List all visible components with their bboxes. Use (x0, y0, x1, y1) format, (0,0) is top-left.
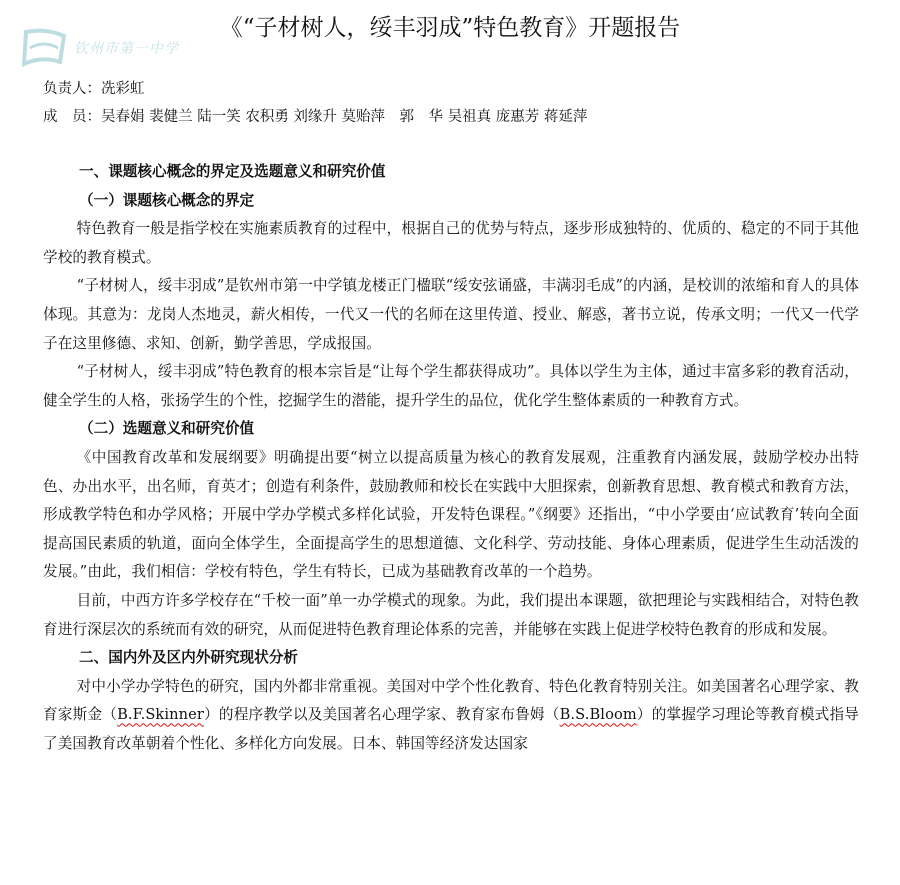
paragraph-text: ）的程序教学以及美国著名心理学家、教育家布鲁姆（ (203, 706, 560, 724)
subsection-heading-1-2: （二）选题意义和研究价值 (79, 420, 255, 438)
paragraph: 特色教育一般是指学校在实施素质教育的过程中，根据自己的优势与特点，逐步形成独特的、优质的、稳定的不同于其他学校的教育模式。 (43, 220, 859, 266)
paragraph (43, 673, 859, 759)
school-logo-text: 钦州市第一中学 (74, 41, 179, 57)
document-title: 《“子材树人，绥丰羽成”特色教育》开题报告 (219, 15, 681, 41)
section-heading-1: 一、课题核心概念的界定及选题意义和研究价值 (79, 163, 386, 180)
paragraph: “子材树人，绥丰羽成”是钦州市第一中学镇龙楼正门楹联“绥安弦诵盛，丰满羽毛成”的内涵，是校训的浓缩和育人的具体体现。其意为：龙岗人杰地灵，薪火相传，一代又一代的名师在这里传道、授业、解惑，著书立说，传承文明；一代又一代学子在这里修德、求知、创新，勤学善思，学成报国。 (43, 277, 859, 352)
paragraph: 目前，中西方许多学校存在“千校一面”单一办学模式的现象。为此，我们提出本课题，欲把理论与实践相结合，对特色教育进行深层次的系统而有效的研究，从而促进特色教育理论体系的完善，并能够在实践上促进学校特色教育的形成和发展。 (43, 591, 859, 638)
paragraph-text: ）的掌握学习理论等教育模式指导了美国教育改革朝着个性化、多样化方向发展。日本、韩国等经济发达国家 (43, 706, 859, 752)
report-body (43, 158, 859, 758)
paragraph: 《中国教育改革和发展纲要》明确提出要“树立以提高质量为核心的教育发展观，注重教育内涵发展，鼓励学校办出特色、办出水平，出名师，育英才；创造有利条件，鼓励教师和校长在实践中大胆探索，创新教育思想、教育模式和教育方法，形成教学特色和办学风格；开展中学办学模式多样化试验，开发特色课程。”《纲要》还指出，“中小学要由‘应试教育’转向全面提高国民素质的轨道，面向全体学生，全面提高学生的思想道德、文化科学、劳动技能、身体心理素质，促进学生生动活泼的发展。”由此，我们相信：学校有特色，学生有特长，已成为基础教育改革的一个趋势。 (43, 448, 859, 581)
section-heading-2: 二、国内外及区内外研究现状分析 (79, 649, 298, 667)
project-members: 成 员：吴春娟 裴健兰 陆一笑 农积勇 刘缘升 莫贻萍 郭 华 吴祖真 庞惠芳 蒋延萍 (43, 109, 588, 125)
paragraph-text: 对中小学办学特色的研究，国内外都非常重视。美国对中学个性化教育、特色化教育特别关注。如美国著名心理学家、教育家斯金（ (43, 677, 859, 724)
paragraph: “子材树人，绥丰羽成”特色教育的根本宗旨是“让每个学生都获得成功”。具体以学生为主体，通过丰富多彩的教育活动，健全学生的人格，张扬学生的个性，挖掘学生的潜能，提升学生的品位，优化学生整体素质的一种教育方式。 (43, 363, 859, 409)
bloom-name: B.S.Bloom (559, 706, 637, 724)
project-leader: 负责人：冼彩虹 (43, 81, 145, 97)
subsection-heading-1-1: （一）课题核心概念的界定 (79, 191, 255, 209)
skinner-name: B.F.Skinner (117, 706, 204, 724)
